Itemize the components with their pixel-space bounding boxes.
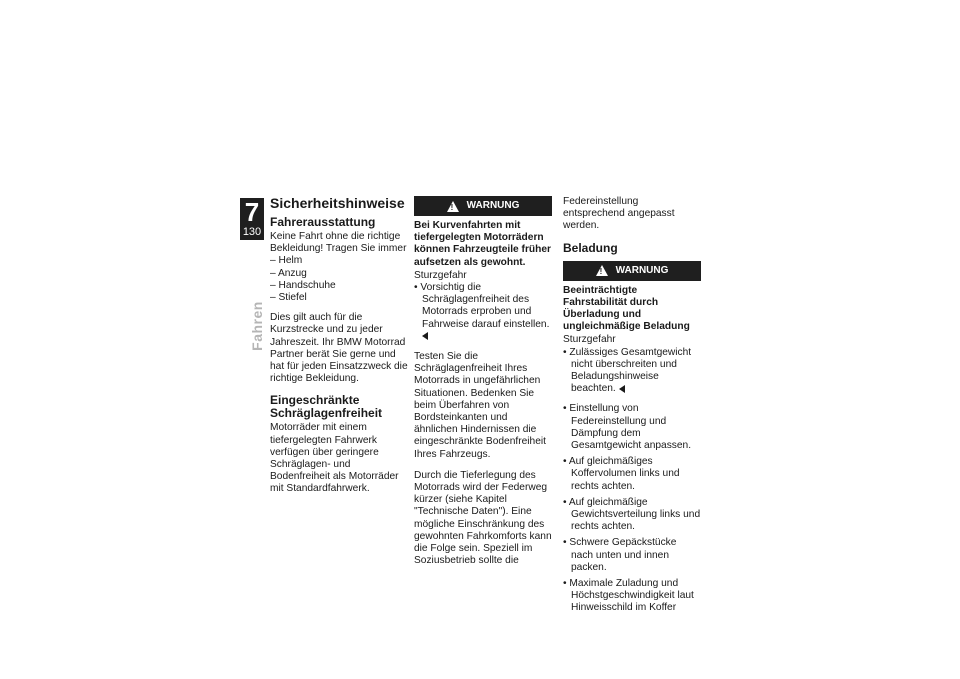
warning-list xyxy=(414,282,552,343)
chapter-number: 7 xyxy=(244,197,260,227)
page-number: 130 xyxy=(242,226,262,238)
end-mark-icon xyxy=(422,332,428,340)
paragraph: Testen Sie die Schräglagenfreiheit Ihres Motorrads in ungefährlichen Situationen. Bedenken Sie beim Überfahren von Bordsteinkanten und ähnlichen Hindernissen die eingeschränkte Bodenfreiheit Ihres Fahrzeugs. xyxy=(414,351,546,460)
column-3 xyxy=(563,196,701,619)
warning-item-text: Vorsichtig die Schräglagenfreiheit des Motorrads erproben und Fahrweise darauf einstellen. xyxy=(420,282,550,330)
warning-banner xyxy=(414,196,552,216)
list-item: – Stiefel xyxy=(270,292,408,304)
list-item: • Schwere Gepäckstücke nach unten und innen packen. xyxy=(563,537,701,574)
section-heading-schraeglagenfreiheit: Eingeschränkte Schräglagenfreiheit xyxy=(270,393,383,421)
equipment-list xyxy=(270,255,408,304)
loading-list xyxy=(563,403,701,614)
paragraph: Motorräder mit einem tiefergelegten Fahrwerk verfügen über geringere Schräglagen- und Bodenfreiheit als Motorräder mit Standardfahrwerk. xyxy=(270,422,399,495)
list-item: • Auf gleichmäßiges Koffervolumen links und rechts achten. xyxy=(563,456,701,493)
paragraph: Durch die Tieferlegung des Motorrads wird der Federweg kürzer (siehe Kapitel "Technische Daten"). Eine mögliche Einschränkung des gewohnten Fahrkomforts kann die Folge sein. Speziell im Soziusbetrieb sollte die xyxy=(414,469,552,567)
warning-title: Beeinträchtigte Fahrstabilität durch Überladung und ungleichmäßige Beladung xyxy=(563,284,690,333)
warning-item-text: Zulässiges Gesamtgewicht nicht überschreiten und Beladungshinweise beachten. xyxy=(569,346,692,395)
chapter-side-label: Fahren xyxy=(249,301,265,351)
warning-subtitle: Sturzgefahr xyxy=(563,334,616,346)
section-heading-beladung: Beladung xyxy=(563,240,618,255)
page-title: Sicherheitshinweise xyxy=(270,195,405,211)
warning-list xyxy=(563,347,701,396)
paragraph: Dies gilt auch für die Kurzstrecke und zu jeder Jahreszeit. Ihr BMW Motorrad Partner berät Sie gerne und hat für jeden Einsatzzweck die richtige Bekleidung. xyxy=(270,312,408,385)
column-2 xyxy=(414,196,552,576)
list-item: • Maximale Zuladung und Höchstgeschwindigkeit laut Hinweisschild im Koffer xyxy=(563,578,701,615)
list-item xyxy=(563,347,701,396)
warning-label: WARNUNG xyxy=(466,199,520,211)
list-item: • Einstellung von Federeinstellung und Dämpfung dem Gesamtgewicht anpassen. xyxy=(563,403,701,452)
section-heading-fahrerausstattung: Fahrerausstattung xyxy=(270,215,376,229)
warning-triangle-icon xyxy=(596,265,608,276)
warning-triangle-icon xyxy=(447,201,459,212)
warning-banner xyxy=(563,261,701,281)
chapter-tab xyxy=(240,198,264,240)
paragraph: Federeinstellung entsprechend angepasst werden. xyxy=(563,196,675,232)
list-item xyxy=(414,282,552,343)
list-item: – Handschuhe xyxy=(270,280,408,292)
warning-title: Bei Kurvenfahrten mit tiefergelegten Motorrädern können Fahrzeugteile früher aufsetzen als gewohnt. xyxy=(414,220,551,268)
end-mark-icon xyxy=(619,385,625,393)
column-1 xyxy=(270,196,408,505)
intro-text: Keine Fahrt ohne die richtige Bekleidung! Tragen Sie immer xyxy=(270,231,407,255)
list-item: • Auf gleichmäßige Gewichtsverteilung links und rechts achten. xyxy=(563,497,701,534)
warning-subtitle: Sturzgefahr xyxy=(414,269,467,281)
list-item: – Helm xyxy=(270,255,408,267)
list-item: – Anzug xyxy=(270,268,408,280)
warning-label: WARNUNG xyxy=(615,264,669,276)
